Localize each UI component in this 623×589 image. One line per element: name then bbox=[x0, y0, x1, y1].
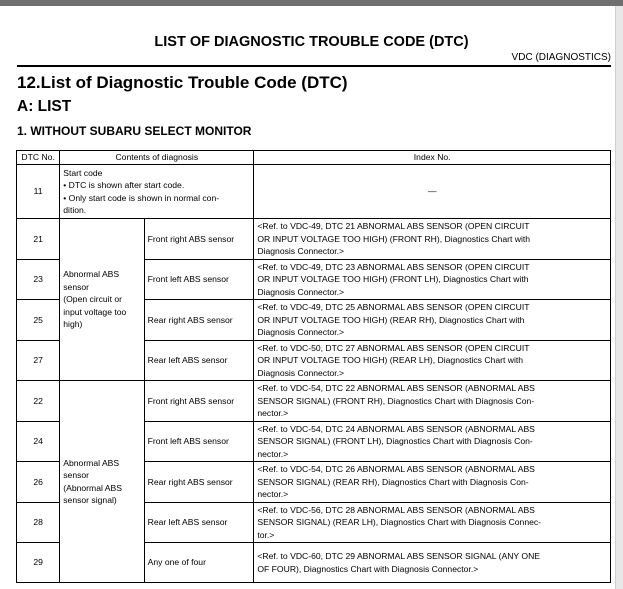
text-line: <Ref. to VDC-54, DTC 22 ABNORMAL ABS SENSOR (ABNORMAL ABS bbox=[257, 383, 535, 393]
table-row bbox=[17, 219, 611, 260]
text-line: <Ref. to VDC-60, DTC 29 ABNORMAL ABS SENSOR SIGNAL (ANY ONE bbox=[257, 551, 541, 561]
sensor-cell: Front left ABS sensor bbox=[144, 421, 254, 462]
index-cell bbox=[254, 421, 611, 462]
dtc-table bbox=[16, 150, 611, 583]
text-line: Diagnosis Connector.> bbox=[257, 246, 345, 256]
text-line: Abnormal ABS bbox=[63, 269, 120, 280]
index-cell: — bbox=[254, 165, 611, 219]
index-cell bbox=[254, 219, 611, 260]
sensor-cell: Any one of four bbox=[144, 543, 254, 583]
dtc-code-cell: 22 bbox=[17, 381, 60, 422]
text-line: (Open circuit or bbox=[63, 294, 122, 305]
text-line: SENSOR SIGNAL) (REAR LH), Diagnostics Chart with Diagnosis Connec- bbox=[257, 517, 542, 527]
index-cell bbox=[254, 259, 611, 300]
dtc-code-cell: 28 bbox=[17, 502, 60, 543]
text-line: input voltage too bbox=[63, 306, 127, 317]
text-line: <Ref. to VDC-49, DTC 23 ABNORMAL ABS SENSOR (OPEN CIRCUIT bbox=[257, 261, 530, 272]
text-line: Diagnosis Connector.> bbox=[257, 367, 345, 378]
text-line: (Abnormal ABS bbox=[63, 482, 123, 493]
table-row bbox=[17, 381, 611, 422]
sensor-cell: Rear right ABS sensor bbox=[144, 462, 254, 503]
index-cell bbox=[254, 543, 611, 583]
dtc-code-cell: 25 bbox=[17, 300, 60, 341]
header-dtc-no: DTC No. bbox=[17, 151, 60, 165]
sensor-cell: Rear left ABS sensor bbox=[144, 502, 254, 543]
sensor-cell: Rear left ABS sensor bbox=[144, 340, 254, 381]
page-header-title: LIST OF DIAGNOSTIC TROUBLE CODE (DTC) bbox=[154, 34, 469, 50]
dtc-code-cell: 26 bbox=[17, 462, 60, 503]
index-cell bbox=[254, 340, 611, 381]
dtc-code-cell: 27 bbox=[17, 340, 60, 381]
page-header-subtitle: VDC (DIAGNOSTICS) bbox=[511, 52, 611, 63]
text-line: nector.> bbox=[257, 489, 289, 499]
start-code-contents-cell bbox=[60, 165, 254, 219]
text-line: SENSOR SIGNAL) (FRONT RH), Diagnostics Chart with Diagnosis Con- bbox=[257, 395, 535, 406]
dtc-code-cell: 23 bbox=[17, 259, 60, 300]
text-line: Start code bbox=[63, 167, 103, 178]
index-cell bbox=[254, 300, 611, 341]
text-line: Abnormal ABS bbox=[63, 457, 120, 468]
text-line: OR INPUT VOLTAGE TOO HIGH) (REAR LH), Diagnostics Chart with bbox=[257, 355, 524, 365]
text-line: <Ref. to VDC-50, DTC 27 ABNORMAL ABS SENSOR (OPEN CIRCUIT bbox=[257, 342, 530, 353]
text-line: Diagnosis Connector.> bbox=[257, 327, 345, 337]
text-line: OF FOUR), Diagnostics Chart with Diagnosis Connector.> bbox=[257, 563, 479, 574]
scrollbar-track[interactable] bbox=[615, 6, 623, 589]
table-header-row bbox=[17, 151, 611, 165]
sensor-cell: Front left ABS sensor bbox=[144, 259, 254, 300]
text-line: tor.> bbox=[257, 529, 275, 540]
text-line: OR INPUT VOLTAGE TOO HIGH) (REAR RH), Diagnostics Chart with bbox=[257, 314, 525, 325]
text-line: <Ref. to VDC-49, DTC 21 ABNORMAL ABS SENSOR (OPEN CIRCUIT bbox=[257, 221, 530, 231]
text-line: dition. bbox=[63, 205, 87, 215]
header-index-no: Index No. bbox=[254, 151, 611, 165]
text-line: <Ref. to VDC-56, DTC 28 ABNORMAL ABS SENSOR (ABNORMAL ABS bbox=[257, 504, 535, 515]
table-row bbox=[17, 165, 611, 219]
text-line: <Ref. to VDC-54, DTC 24 ABNORMAL ABS SENSOR (ABNORMAL ABS bbox=[257, 423, 535, 434]
text-line: Diagnosis Connector.> bbox=[257, 286, 345, 297]
text-line: OR INPUT VOLTAGE TOO HIGH) (FRONT RH), Diagnostics Chart with bbox=[257, 233, 531, 244]
text-line: SENSOR SIGNAL) (FRONT LH), Diagnostics Chart with Diagnosis Con- bbox=[257, 436, 533, 446]
sensor-cell: Front right ABS sensor bbox=[144, 381, 254, 422]
text-line: high) bbox=[63, 319, 83, 330]
section-subheading: A: LIST bbox=[17, 98, 72, 115]
text-line: SENSOR SIGNAL) (REAR RH), Diagnostics Chart with Diagnosis Con- bbox=[257, 476, 529, 487]
text-line: sensor signal) bbox=[63, 495, 117, 505]
text-line: nector.> bbox=[257, 448, 289, 459]
text-line: nector.> bbox=[257, 408, 289, 418]
text-line: OR INPUT VOLTAGE TOO HIGH) (FRONT LH), Diagnostics Chart with bbox=[257, 274, 529, 284]
dtc-code-cell: 21 bbox=[17, 219, 60, 260]
dtc-code-cell: 29 bbox=[17, 543, 60, 583]
text-line: sensor bbox=[63, 281, 90, 292]
sensor-cell: Front right ABS sensor bbox=[144, 219, 254, 260]
text-line: • Only start code is shown in normal con- bbox=[63, 192, 220, 203]
diagnosis-group-label bbox=[60, 219, 144, 381]
text-line: <Ref. to VDC-49, DTC 25 ABNORMAL ABS SENSOR (OPEN CIRCUIT bbox=[257, 302, 530, 312]
index-cell bbox=[254, 502, 611, 543]
text-line: • DTC is shown after start code. bbox=[63, 180, 185, 190]
sensor-cell: Rear right ABS sensor bbox=[144, 300, 254, 341]
header-contents: Contents of diagnosis bbox=[60, 151, 254, 165]
dtc-code-cell: 24 bbox=[17, 421, 60, 462]
index-cell bbox=[254, 462, 611, 503]
header-divider bbox=[17, 65, 611, 67]
window-top-bar bbox=[0, 0, 623, 6]
text-line: <Ref. to VDC-54, DTC 26 ABNORMAL ABS SENSOR (ABNORMAL ABS bbox=[257, 464, 535, 474]
section-item-heading: 1. WITHOUT SUBARU SELECT MONITOR bbox=[17, 124, 252, 138]
section-heading: 12.List of Diagnostic Trouble Code (DTC) bbox=[17, 73, 348, 92]
diagnosis-group-label bbox=[60, 381, 144, 583]
dtc-code-cell: 11 bbox=[17, 165, 60, 219]
index-cell bbox=[254, 381, 611, 422]
text-line: sensor bbox=[63, 470, 90, 480]
